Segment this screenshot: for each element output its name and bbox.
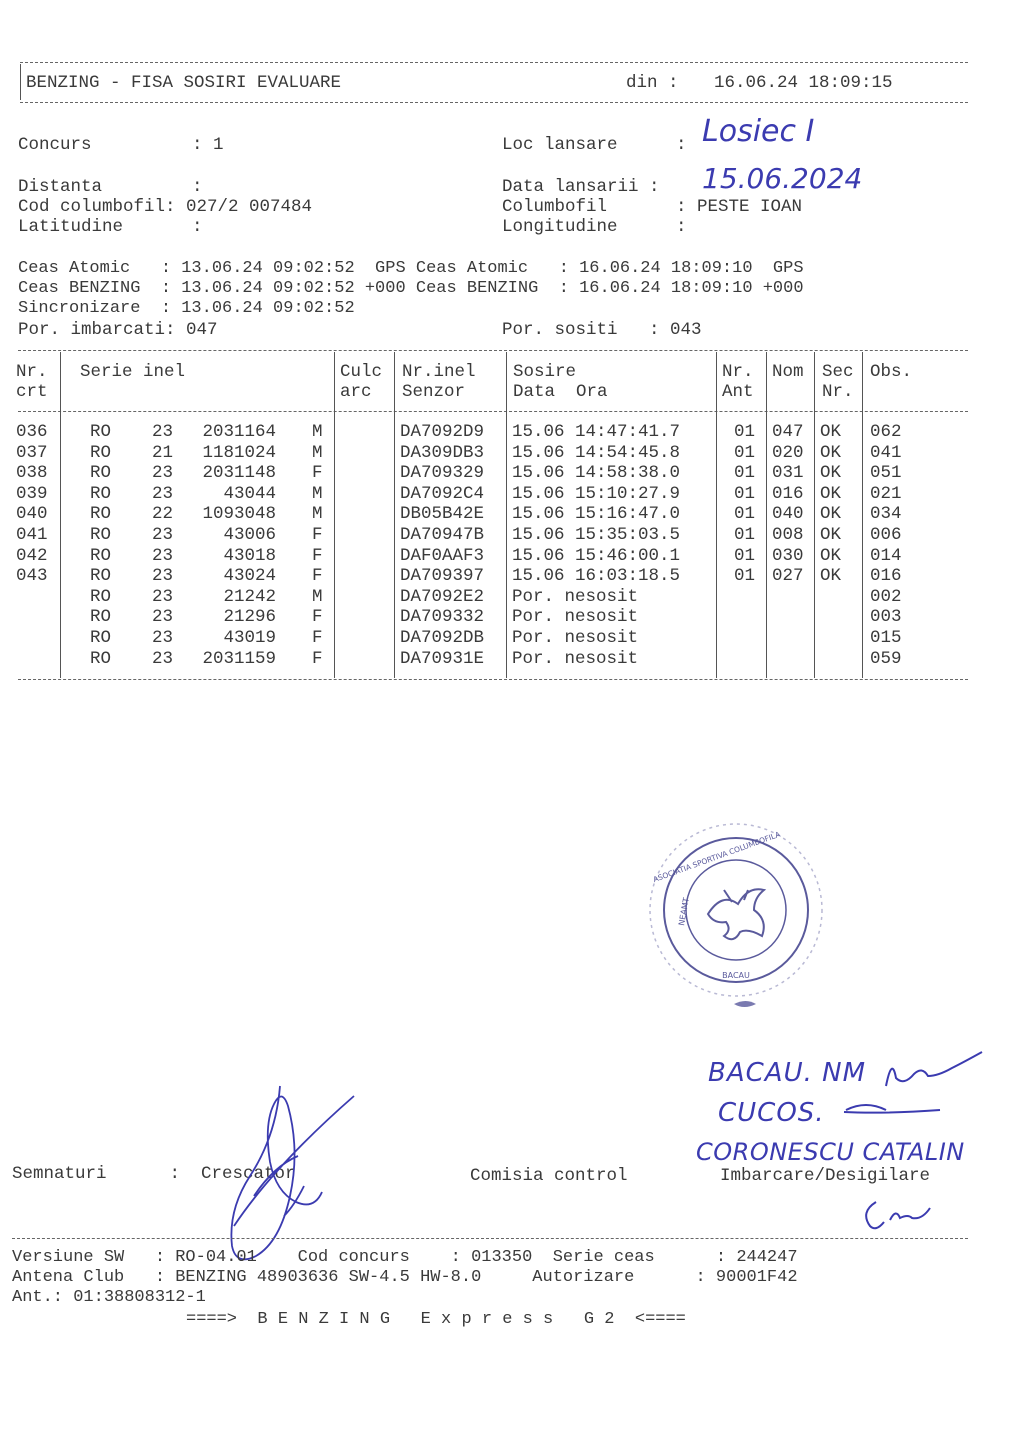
- clock-atomic-line: Ceas Atomic : 13.06.24 09:02:52 GPS Ceas Atomic : 16.06.24 18:09:10 GPS: [18, 259, 804, 278]
- cell-sec: OK: [820, 422, 842, 442]
- versiune-sw-line: Versiune SW : RO-04.01 Cod concurs : 013350 Serie ceas : 244247: [12, 1248, 798, 1267]
- cell-nom: 040: [772, 504, 804, 525]
- table-top-rule: [18, 350, 968, 351]
- table-row: [0, 546, 1000, 566]
- loc-lansare-colon: :: [676, 135, 687, 155]
- stamp-left-text: NEAMT: [677, 896, 691, 927]
- cell-an: 22: [152, 504, 174, 525]
- cell-numar: 43019: [223, 628, 276, 648]
- handwritten-line-2: CUCOS.: [718, 1098, 825, 1128]
- antena-id-line: Ant.: 01:38808312-1: [12, 1288, 206, 1307]
- cell-obs: 062: [870, 422, 902, 442]
- cell-an: 23: [152, 607, 174, 628]
- crescator-signature: [214, 1076, 364, 1276]
- th-arc: arc: [340, 382, 372, 402]
- cell-nr: 039: [16, 483, 48, 504]
- imbarcare-label: Imbarcare/Desigilare: [720, 1166, 931, 1186]
- cell-nr: 041: [16, 525, 48, 545]
- cell-numar: 21296: [223, 607, 276, 628]
- cell-nr: 037: [16, 442, 48, 463]
- cell-ant: 01: [734, 566, 756, 587]
- cell-tara: RO: [90, 525, 112, 545]
- cell-tara: RO: [90, 628, 112, 648]
- cell-sec: OK: [820, 566, 842, 587]
- concurs-value: : 1: [192, 135, 224, 155]
- table-row: [0, 463, 1000, 483]
- th-nr-ant: Nr.: [722, 362, 754, 382]
- table-row: [0, 628, 1000, 648]
- latitudine-value: :: [192, 217, 203, 237]
- cell-nom: 031: [772, 463, 804, 484]
- cell-sosire: Por. nesosit: [512, 628, 639, 648]
- cell-nom: 020: [772, 442, 804, 463]
- signature-strike: [840, 1096, 950, 1126]
- cell-senzor: DA7092C4: [400, 483, 485, 504]
- signature-bottom-right: [846, 1192, 956, 1236]
- loc-lansare-label: Loc lansare: [502, 135, 618, 155]
- cell-numar: 43024: [223, 566, 276, 587]
- cell-sex: F: [312, 566, 323, 587]
- cell-nom: 008: [772, 525, 804, 545]
- longitudine-label: Longitudine: [502, 217, 618, 237]
- table-row: [0, 484, 1000, 504]
- cell-numar: 2031148: [202, 463, 276, 484]
- th-culc: Culc: [340, 362, 383, 382]
- clock-benzing-line: Ceas BENZING : 13.06.24 09:02:52 +000 Ceas BENZING : 16.06.24 18:09:10 +000: [18, 279, 804, 298]
- cell-senzor: DA309DB3: [400, 442, 485, 463]
- cell-sex: F: [312, 463, 323, 484]
- cell-ant: 01: [734, 483, 756, 504]
- cell-sex: M: [312, 442, 323, 463]
- cell-sex: F: [312, 545, 323, 566]
- cell-obs: 003: [870, 607, 902, 628]
- distanta-label: Distanta: [18, 177, 103, 197]
- th-obs: Obs.: [870, 362, 913, 382]
- table-row: [0, 566, 1000, 586]
- table-row: [0, 649, 1000, 669]
- cell-senzor: DA709397: [400, 566, 485, 587]
- cell-sosire: 15.06 15:35:03.5: [512, 525, 681, 545]
- cell-numar: 43006: [223, 525, 276, 545]
- table-header-rule: [18, 411, 968, 412]
- cell-an: 23: [152, 545, 174, 566]
- cell-sosire: 15.06 15:46:00.1: [512, 545, 681, 566]
- cell-senzor: DAF0AAF3: [400, 545, 485, 566]
- data-lansarii-label: Data lansarii :: [502, 177, 660, 197]
- data-lansarii-handwritten: 15.06.2024: [702, 162, 863, 195]
- cell-sec: OK: [820, 545, 842, 566]
- th-data-ora: Data Ora: [513, 382, 608, 402]
- cell-nr: 036: [16, 422, 48, 442]
- cell-numar: 1093048: [202, 504, 276, 525]
- cell-numar: 43018: [223, 545, 276, 566]
- porumbei-imbarcati: Por. imbarcati: 047: [18, 320, 218, 340]
- cell-numar: 43044: [223, 483, 276, 504]
- distanta-value: :: [192, 177, 203, 197]
- cell-an: 23: [152, 648, 174, 669]
- table-row: [0, 504, 1000, 524]
- cell-tara: RO: [90, 504, 112, 525]
- cell-sex: M: [312, 586, 323, 607]
- cell-ant: 01: [734, 504, 756, 525]
- sincronizare-line: Sincronizare : 13.06.24 09:02:52: [18, 299, 355, 318]
- cell-sec: OK: [820, 442, 842, 463]
- cell-an: 23: [152, 566, 174, 587]
- cell-obs: 006: [870, 525, 902, 545]
- cell-sosire: 15.06 15:16:47.0: [512, 504, 681, 525]
- loc-lansare-handwritten: Losiec I: [702, 114, 815, 149]
- cell-an: 23: [152, 463, 174, 484]
- cell-sosire: 15.06 14:54:45.8: [512, 442, 681, 463]
- cell-sosire: Por. nesosit: [512, 586, 639, 607]
- cell-nr: 042: [16, 545, 48, 566]
- cell-nr: 043: [16, 566, 48, 587]
- cell-an: 21: [152, 442, 174, 463]
- cell-sec: OK: [820, 525, 842, 545]
- cell-sec: OK: [820, 504, 842, 525]
- cell-an: 23: [152, 483, 174, 504]
- cell-tara: RO: [90, 483, 112, 504]
- cell-ant: 01: [734, 545, 756, 566]
- cell-obs: 014: [870, 545, 902, 566]
- cell-obs: 059: [870, 648, 902, 669]
- th-sosire: Sosire: [513, 362, 577, 382]
- columbofil-label: Columbofil: [502, 197, 608, 217]
- cell-sex: M: [312, 504, 323, 525]
- header-bottom-rule: [20, 102, 968, 103]
- table-row: [0, 422, 1000, 442]
- cell-senzor: DB05B42E: [400, 504, 485, 525]
- header-top-rule: [20, 62, 968, 63]
- cell-an: 23: [152, 525, 174, 545]
- th-nom: Nom: [772, 362, 804, 382]
- cell-tara: RO: [90, 545, 112, 566]
- club-stamp: [636, 806, 836, 1026]
- cell-sosire: Por. nesosit: [512, 648, 639, 669]
- cell-numar: 2031159: [202, 648, 276, 669]
- porumbei-sositi: Por. sositi : 043: [502, 320, 702, 340]
- cell-senzor: DA70931E: [400, 648, 485, 669]
- report-date-label: din :: [626, 73, 679, 93]
- cell-ant: 01: [734, 442, 756, 463]
- cell-sex: M: [312, 422, 323, 442]
- cell-sex: F: [312, 607, 323, 628]
- cell-tara: RO: [90, 463, 112, 484]
- th-serie-inel: Serie inel: [80, 362, 186, 382]
- cod-columbofil: Cod columbofil: 027/2 007484: [18, 197, 313, 217]
- cell-senzor: DA709332: [400, 607, 485, 628]
- cell-obs: 016: [870, 566, 902, 587]
- cell-sosire: 15.06 14:58:38.0: [512, 463, 681, 484]
- cell-tara: RO: [90, 442, 112, 463]
- table-row: [0, 525, 1000, 545]
- table-row: [0, 443, 1000, 463]
- cell-an: 23: [152, 628, 174, 648]
- cell-sex: M: [312, 483, 323, 504]
- cell-obs: 015: [870, 628, 902, 648]
- cell-nom: 027: [772, 566, 804, 587]
- latitudine-label: Latitudine: [18, 217, 124, 237]
- cell-ant: 01: [734, 463, 756, 484]
- cell-sosire: 15.06 14:47:41.7: [512, 422, 681, 442]
- th-sec: Sec: [822, 362, 854, 382]
- concurs-label: Concurs: [18, 135, 92, 155]
- table-row: [0, 587, 1000, 607]
- cell-sex: F: [312, 525, 323, 545]
- report-title: BENZING - FISA SOSIRI EVALUARE: [26, 73, 342, 93]
- semnaturi-label: Semnaturi : Crescator: [12, 1164, 296, 1184]
- cell-obs: 051: [870, 463, 902, 484]
- cell-numar: 21242: [223, 586, 276, 607]
- cell-tara: RO: [90, 586, 112, 607]
- th-senzor: Senzor: [402, 382, 466, 402]
- cell-tara: RO: [90, 648, 112, 669]
- cell-obs: 041: [870, 442, 902, 463]
- cell-numar: 2031164: [202, 422, 276, 442]
- cell-numar: 1181024: [202, 442, 276, 463]
- cell-sex: F: [312, 648, 323, 669]
- handwritten-line-1: BACAU. NM: [708, 1058, 867, 1088]
- th-crt: crt: [16, 382, 48, 402]
- cell-nom: 016: [772, 483, 804, 504]
- cell-sosire: 15.06 15:10:27.9: [512, 483, 681, 504]
- th-sec-nr: Nr.: [822, 382, 854, 402]
- cell-senzor: DA709329: [400, 463, 485, 484]
- cell-sec: OK: [820, 483, 842, 504]
- th-ant: Ant: [722, 382, 754, 402]
- cell-obs: 021: [870, 483, 902, 504]
- table-bottom-rule: [18, 679, 968, 680]
- cell-senzor: DA70947B: [400, 525, 485, 545]
- stamp-bottom-text: BACAU: [722, 971, 750, 980]
- cell-sex: F: [312, 628, 323, 648]
- cell-senzor: DA7092D9: [400, 422, 485, 442]
- cell-sec: OK: [820, 463, 842, 484]
- cell-an: 23: [152, 422, 174, 442]
- report-date: 16.06.24 18:09:15: [714, 73, 893, 93]
- cell-sosire: Por. nesosit: [512, 607, 639, 628]
- cell-tara: RO: [90, 566, 112, 587]
- footer-rule: [12, 1238, 968, 1239]
- header-left-border: [20, 64, 21, 100]
- benzing-express-banner: ====> B E N Z I N G E x p r e s s G 2 <====: [186, 1310, 686, 1329]
- cell-tara: RO: [90, 422, 112, 442]
- table-row: [0, 607, 1000, 627]
- cell-tara: RO: [90, 607, 112, 628]
- columbofil-value: : PESTE IOAN: [676, 197, 803, 217]
- cell-obs: 034: [870, 504, 902, 525]
- cell-nr: 040: [16, 504, 48, 525]
- cell-obs: 002: [870, 586, 902, 607]
- longitudine-value: :: [676, 217, 687, 237]
- comisia-control-label: Comisia control: [470, 1166, 628, 1186]
- th-nr: Nr.: [16, 362, 48, 382]
- cell-senzor: DA7092E2: [400, 586, 485, 607]
- cell-nr: 038: [16, 463, 48, 484]
- antena-club-line: Antena Club : BENZING 48903636 SW-4.5 HW-8.0 Autorizare : 90001F42: [12, 1268, 798, 1287]
- cell-ant: 01: [734, 525, 756, 545]
- signature-top-right: [880, 1046, 990, 1096]
- cell-nom: 030: [772, 545, 804, 566]
- th-nr-inel: Nr.inel: [402, 362, 476, 382]
- cell-nom: 047: [772, 422, 804, 442]
- cell-senzor: DA7092DB: [400, 628, 485, 648]
- handwritten-line-3: CORONESCU CATALIN: [696, 1138, 965, 1166]
- stamp-top-text: ASOCIATIA SPORTIVA COLUMBOFILA: [651, 829, 782, 885]
- cell-an: 23: [152, 586, 174, 607]
- cell-sosire: 15.06 16:03:18.5: [512, 566, 681, 587]
- cell-ant: 01: [734, 422, 756, 442]
